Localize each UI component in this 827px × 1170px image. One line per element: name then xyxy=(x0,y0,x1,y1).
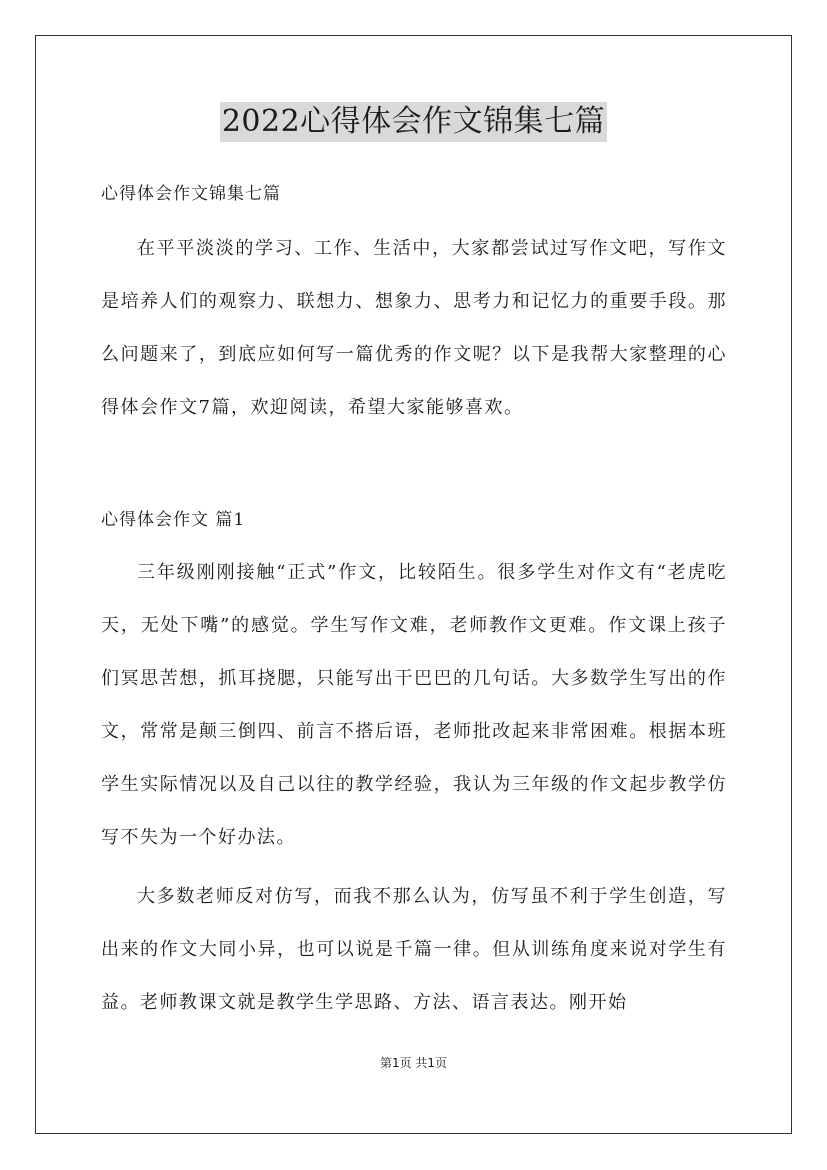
page-footer: 第1页 共1页 xyxy=(379,1056,448,1070)
section-paragraph-2: 大多数老师反对仿写，而我不那么认为，仿写虽不利于学生创造，写出来的作文大同小异，也可以说是千篇一律。但从训练角度来说对学生有益。老师教课文就是教学生学思路、方法、语言表达。刚开始 xyxy=(101,886,727,1013)
document-title: 2022心得体会作文锦集七篇 xyxy=(220,102,607,142)
title-wrap xyxy=(0,102,827,142)
intro-paragraph: 在平平淡淡的学习、工作、生活中，大家都尝试过写作文吧，写作文是培养人们的观察力、联想力、想象力、思考力和记忆力的重要手段。那么问题来了，到底应如何写一篇优秀的作文呢？以下是我帮大家整理的心得体会作文7篇，欢迎阅读，希望大家能够喜欢。 xyxy=(101,238,727,418)
document-subtitle: 心得体会作文锦集七篇 xyxy=(101,184,281,204)
section-paragraph-1: 三年级刚刚接触“正式”作文，比较陌生。很多学生对作文有“老虎吃天，无处下嘴”的感觉。学生写作文难，老师教作文更难。作文课上孩子们冥思苦想，抓耳挠腮，只能写出干巴巴的几句话。大多数学生写出的作文，常常是颠三倒四、前言不搭后语，老师批改起来非常困难。根据本班学生实际情况以及自己以往的教学经验，我认为三年级的作文起步教学仿写不失为一个好办法。 xyxy=(101,562,727,848)
section-heading: 心得体会作文 篇1 xyxy=(101,510,246,530)
